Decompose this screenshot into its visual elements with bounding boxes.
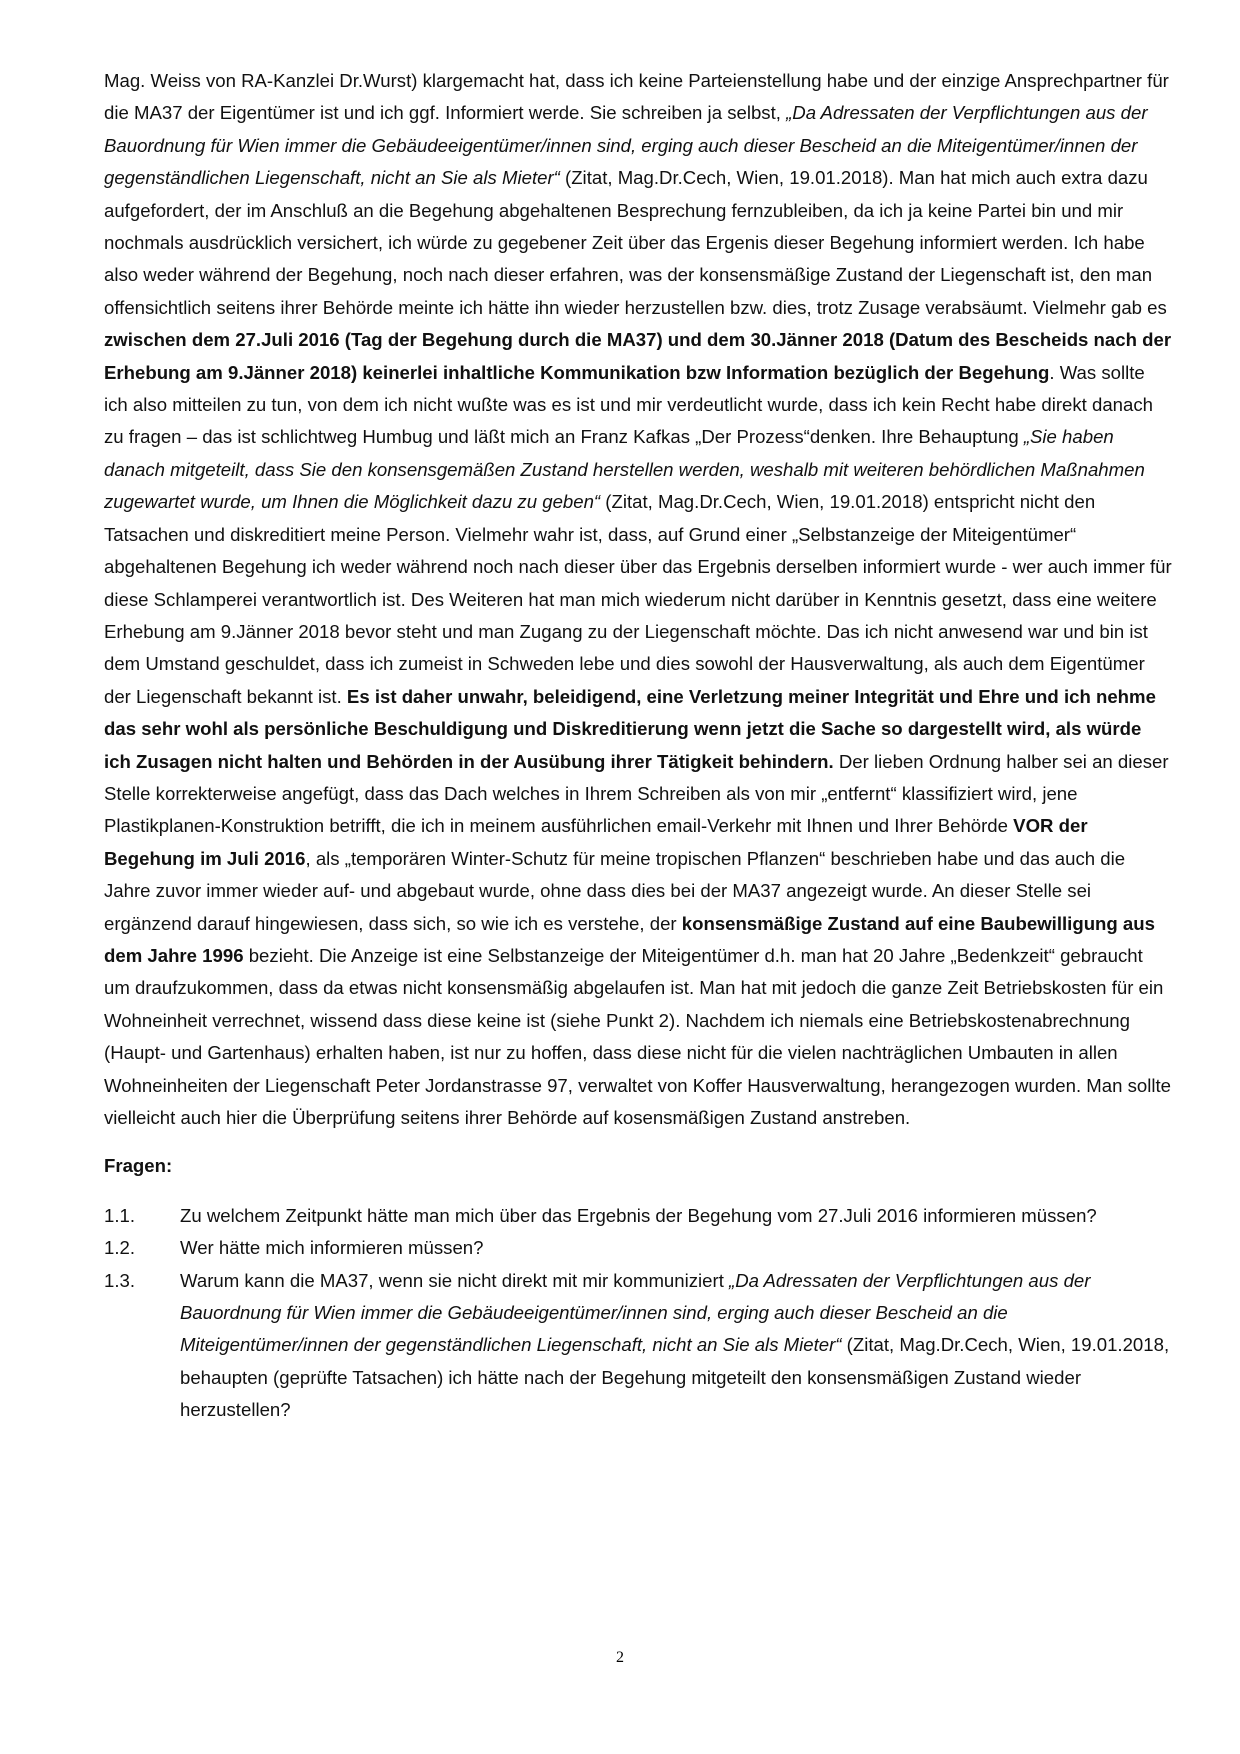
page-number: 2 [616, 1649, 624, 1666]
body-text: Warum kann die MA37, wenn sie nicht direkt mit mir kommuniziert [180, 1269, 730, 1291]
question-number: 1.2. [104, 1237, 136, 1259]
question-number: 1.3. [104, 1269, 136, 1291]
question-number: 1.1. [104, 1204, 136, 1226]
body-text: Wer hätte mich informieren müssen? [180, 1237, 484, 1259]
question-item [104, 1232, 1172, 1264]
body-text: , als „temporären Winter-Schutz für meine tropischen Pflanzen“ beschrieben habe und das auch die Jahre zuvor immer wieder auf- und abgebaut wurde, ohne dass dies bei der MA37 angezeigt wurde. An dieser Stelle sei ergänzend darauf hingewiesen, dass sich, so wie ich es verstehe, der [104, 847, 1126, 934]
quote-text: „Sie haben danach mitgeteilt, dass Sie den konsensgemäßen Zustand herstellen werden, weshalb mit weiteren behördlichen Maßnahmen zugewartet wurde, um Ihnen die Möglichkeit dazu zu geben“ [104, 426, 1145, 513]
question-text [180, 1232, 1172, 1264]
body-text: Zu welchem Zeitpunkt hätte man mich über das Ergebnis der Begehung vom 27.Juli 2016 informieren müssen? [180, 1204, 1097, 1226]
question-item [104, 1200, 1172, 1232]
quote-text: „Da Adressaten der Verpflichtungen aus der Bauordnung für Wien immer die Gebäudeeigentümer/innen sind, erging auch dieser Bescheid an die Miteigentümer/innen der gegenständlichen Liegenschaft, nicht an Sie als Mieter“ [104, 102, 1148, 189]
emphasis-text: zwischen dem 27.Juli 2016 (Tag der Begehung durch die MA37) und dem 30.Jänner 2018 (Datum des Bescheids nach der Erhebung am 9.Jänner 2018) keinerlei inhaltliche Kommunikation bzw Information bezüglich der Begehung [104, 329, 1172, 383]
quote-text: „Da Adressaten der Verpflichtungen aus der Bauordnung für Wien immer die Gebäudeeigentümer/innen sind, erging auch dieser Bescheid an die Miteigentümer/innen der gegenständlichen Liegenschaft, nicht an Sie als Mieter“ [180, 1269, 1091, 1356]
body-text: bezieht. Die Anzeige ist eine Selbstanzeige der Miteigentümer d.h. man hat 20 Jahre „Bedenkzeit“ gebraucht um draufzukommen, dass da etwas nicht konsensmäßig abgelaufen ist. Man hat mit jedoch die ganze Zeit Betriebskosten für ein Wohneinheit verrechnet, wissend dass diese keine ist (siehe Punkt 2). Nachdem ich niemals eine Betriebskostenabrechnung (Haupt- und Gartenhaus) erhalten haben, ist nur zu hoffen, dass diese nicht für die vielen nachträglichen Umbauten in allen Wohneinheiten der Liegenschaft Peter Jordanstrasse 97, verwaltet von Koffer Hausverwaltung, herangezogen wurden. Man sollte vielleicht auch hier die Überprüfung seitens ihrer Behörde auf kosensmäßigen Zustand anstreben. [104, 944, 1172, 1128]
question-item [104, 1265, 1172, 1427]
body-text: . Was sollte ich also mitteilen zu tun, von dem ich nicht wußte was es ist und mir verdeutlicht wurde, dass ich kein Recht habe direkt danach zu fragen – das ist schlichtweg Humbug und läßt mich an Franz Kafkas „Der Prozess“denken. Ihre Behauptung [104, 361, 1153, 448]
body-text: Mag. Weiss von RA-Kanzlei Dr.Wurst) klargemacht hat, dass ich keine Parteienstellung habe und der einzige Ansprechpartner für die MA37 der Eigentümer ist und ich ggf. Informiert werde. Sie schreiben ja selbst, [104, 70, 1169, 124]
body-text: (Zitat, Mag.Dr.Cech, Wien, 19.01.2018). Man hat mich auch extra dazu aufgefordert, der im Anschluß an die Begehung abgehaltenen Besprechung fernzubleiben, da ich ja keine Partei bin und mir nochmals ausdrücklich versichert, ich würde zu gegebener Zeit über das Ergenis dieser Begehung informiert werden. Ich habe also weder während der Begehung, noch nach dieser erfahren, was der konsensmäßige Zustand der Liegenschaft ist, den man offensichtlich seitens ihrer Behörde meinte ich hätte ihn wieder herzustellen bzw. dies, trotz Zusage verabsäumt. Vielmehr gab es [104, 167, 1167, 318]
question-text [180, 1200, 1172, 1232]
emphasis-text: VOR der Begehung im Juli 2016 [104, 815, 1088, 869]
body-text: (Zitat, Mag.Dr.Cech, Wien, 19.01.2018, behaupten (geprüfte Tatsachen) ich hätte nach der Begehung mitgeteilt den konsensmäßigen Zustand wieder herzustellen? [180, 1334, 1170, 1421]
emphasis-text: konsensmäßige Zustand auf eine Baubewilligung aus dem Jahre 1996 [104, 912, 1155, 966]
body-paragraph [104, 65, 1172, 1134]
body-text: (Zitat, Mag.Dr.Cech, Wien, 19.01.2018) entspricht nicht den Tatsachen und diskreditiert meine Person. Vielmehr wahr ist, dass, auf Grund einer „Selbstanzeige der Miteigentümer“ abgehaltenen Begehung ich weder während noch nach dieser über das Ergebnis derselben informiert wurde - wer auch immer für diese Schlamperei verantwortlich ist. Des Weiteren hat man mich wiederum nicht darüber in Kenntnis gesetzt, dass eine weitere Erhebung am 9.Jänner 2018 bevor steht und man Zugang zu der Liegenschaft möchte. Das ich nicht anwesend war und bin ist dem Umstand geschuldet, dass ich zumeist in Schweden lebe und dies sowohl der Hausverwaltung, als auch dem Eigentümer der Liegenschaft bekannt ist. [104, 491, 1172, 707]
questions-list [104, 1200, 1172, 1427]
question-text [180, 1265, 1172, 1427]
body-text: Der lieben Ordnung halber sei an dieser Stelle korrekterweise angefügt, dass das Dach welches in Ihrem Schreiben als von mir „entfernt“ klassifiziert wird, jene Plastikplanen-Konstruktion betrifft, die ich in meinem ausführlichen email-Verkehr mit Ihnen und Ihrer Behörde [104, 750, 1169, 837]
emphasis-text: Es ist daher unwahr, beleidigend, eine Verletzung meiner Integrität und Ehre und ich nehme das sehr wohl als persönliche Beschuldigung und Diskreditierung wenn jetzt die Sache so dargestellt wird, als würde ich Zusagen nicht halten und Behörden in der Ausübung ihrer Tätigkeit behindern. [104, 685, 1156, 772]
questions-heading: Fragen: [104, 1155, 173, 1177]
